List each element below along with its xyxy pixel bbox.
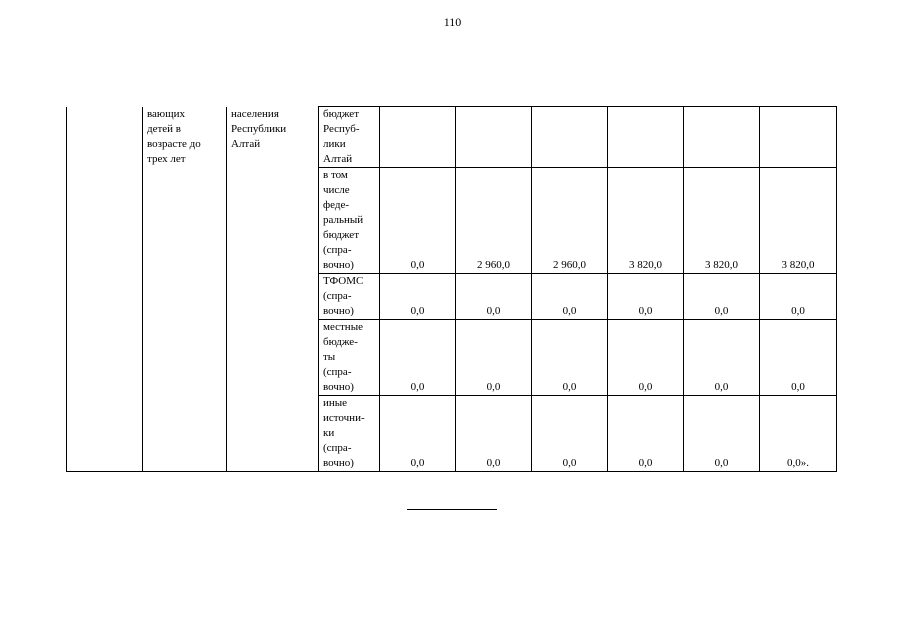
value-cell: 0,0 [608, 274, 684, 320]
value-cell: 2 960,0 [532, 168, 608, 274]
value-cell: 0,0 [760, 320, 837, 396]
measure-cell [143, 107, 227, 472]
funding-source-cell [319, 107, 380, 168]
funding-source-cell [319, 320, 380, 396]
value-cell: 0,0 [684, 320, 760, 396]
table-row [67, 107, 837, 168]
value-cell: 0,0». [760, 396, 837, 472]
footnote-separator-line [407, 509, 497, 510]
page-number: 110 [443, 15, 462, 29]
value-cell: 0,0 [760, 274, 837, 320]
value-cell: 0,0 [532, 274, 608, 320]
target-group-cell [227, 107, 319, 472]
value-cell: 0,0 [608, 320, 684, 396]
value-cell [380, 107, 456, 168]
funding-source-cell [319, 168, 380, 274]
value-cell: 0,0 [380, 320, 456, 396]
value-cell: 3 820,0 [760, 168, 837, 274]
value-cell: 0,0 [456, 396, 532, 472]
value-cell: 3 820,0 [608, 168, 684, 274]
value-cell: 3 820,0 [684, 168, 760, 274]
funding-source-cell [319, 396, 380, 472]
measure-text: вающих детей в возрасте до трех лет [147, 107, 201, 165]
value-cell: 0,0 [608, 396, 684, 472]
funding-source-text: бюджет Респуб- лики Алтай [323, 108, 360, 165]
value-cell: 0,0 [456, 274, 532, 320]
value-cell: 0,0 [684, 396, 760, 472]
value-cell [684, 107, 760, 168]
value-cell: 0,0 [380, 274, 456, 320]
value-cell [608, 107, 684, 168]
value-cell: 0,0 [456, 320, 532, 396]
target-group-text: населения Республики Алтай [231, 107, 287, 150]
value-cell: 0,0 [380, 396, 456, 472]
value-cell: 0,0 [684, 274, 760, 320]
value-cell: 0,0 [532, 320, 608, 396]
funding-source-cell [319, 274, 380, 320]
value-cell [760, 107, 837, 168]
row-number-cell [67, 107, 143, 472]
value-cell: 0,0 [380, 168, 456, 274]
funding-source-text: ТФОМС (спра- вочно) [323, 275, 364, 317]
value-cell [532, 107, 608, 168]
budget-table [66, 106, 837, 472]
value-cell: 2 960,0 [456, 168, 532, 274]
funding-source-text: иные источни- ки (спра- вочно) [323, 397, 365, 469]
funding-source-text: местные бюдже- ты (спра- вочно) [323, 321, 363, 393]
value-cell [456, 107, 532, 168]
funding-source-text: в том числе феде- ральный бюджет (спра- вочно) [323, 169, 364, 271]
value-cell: 0,0 [532, 396, 608, 472]
